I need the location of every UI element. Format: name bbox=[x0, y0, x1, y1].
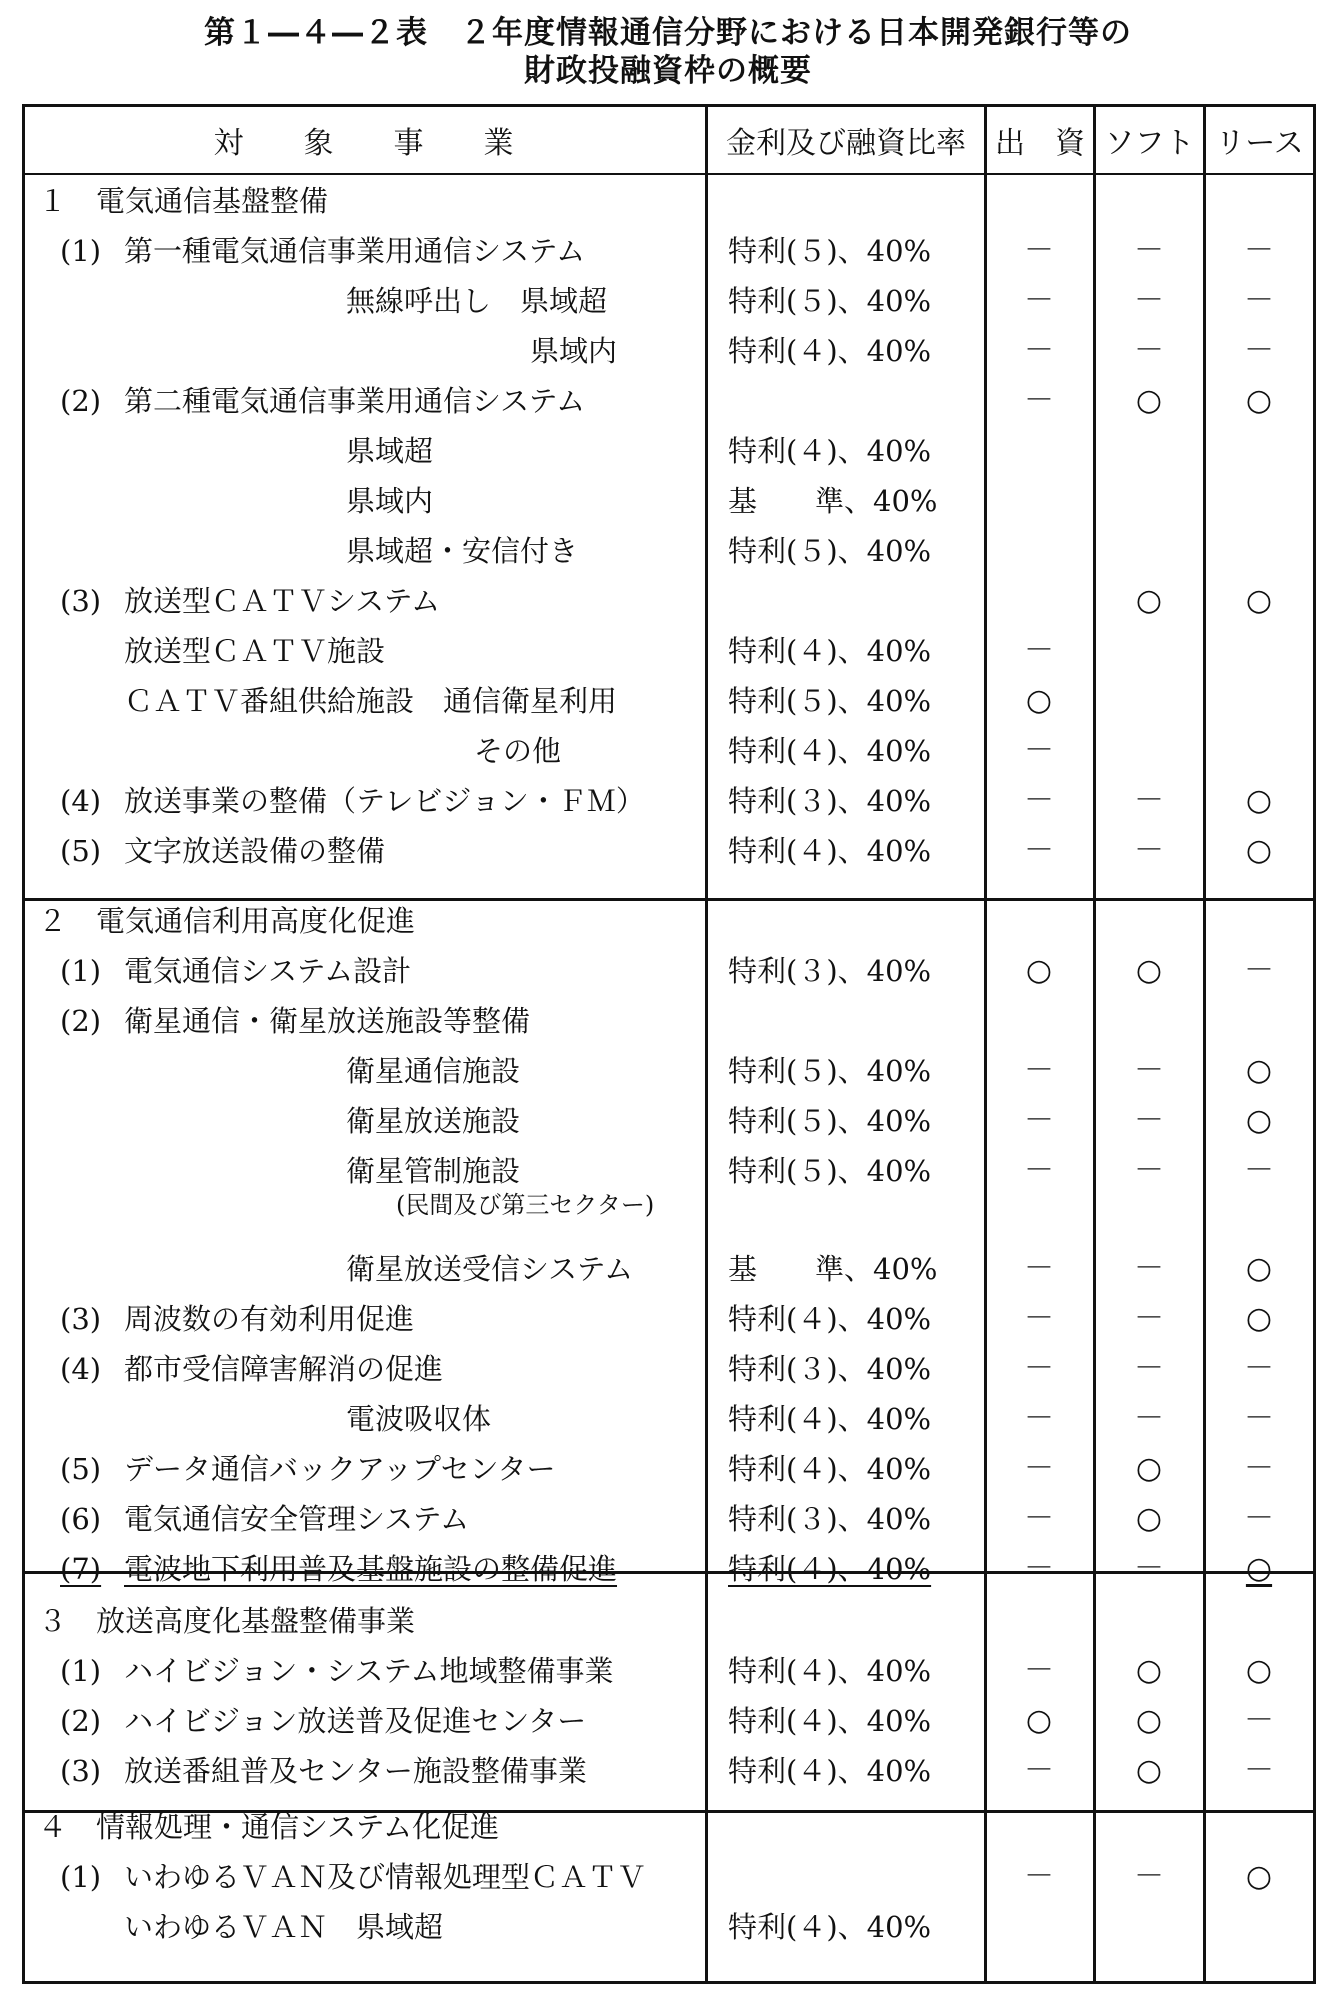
item-number: (1) bbox=[60, 1654, 102, 1688]
rate-value: 特利(５)、40% bbox=[728, 1104, 932, 1138]
rate-value: 特利(３)、40% bbox=[728, 1352, 932, 1386]
soft-mark: － bbox=[1134, 1053, 1164, 1088]
rate-value: 基 準、40% bbox=[728, 1252, 938, 1286]
soft-mark: － bbox=[1134, 1859, 1164, 1894]
soft-mark: － bbox=[1134, 1103, 1164, 1138]
header-lease: リース bbox=[1215, 126, 1304, 161]
item-number: (1) bbox=[60, 1860, 102, 1894]
item-label: ハイビジョン・システム地域整備事業 bbox=[124, 1654, 614, 1688]
section-heading: １ 電気通信基盤整備 bbox=[38, 184, 329, 218]
lease-mark: ○ bbox=[1245, 1551, 1273, 1586]
item-label: 放送型ＣＡＴＶ施設 bbox=[124, 634, 386, 668]
rate-value: 特利(５)、40% bbox=[728, 284, 932, 318]
item-label: 電気通信システム設計 bbox=[124, 954, 412, 988]
equity-mark: － bbox=[1024, 283, 1054, 318]
soft-mark: － bbox=[1134, 1153, 1164, 1188]
item-label: 文字放送設備の整備 bbox=[124, 834, 386, 868]
header-equity: 出 資 bbox=[995, 126, 1085, 161]
item-number: (3) bbox=[60, 1302, 102, 1336]
lease-mark: － bbox=[1244, 233, 1274, 268]
lease-mark: － bbox=[1244, 1501, 1274, 1536]
soft-mark: － bbox=[1134, 1251, 1164, 1286]
item-label: 県域内 bbox=[530, 334, 618, 368]
soft-mark: ○ bbox=[1135, 583, 1163, 618]
item-label: ＣＡＴＶ番組供給施設 通信衛星利用 bbox=[124, 684, 618, 718]
item-number: (5) bbox=[60, 1452, 102, 1486]
item-number: (3) bbox=[60, 584, 102, 618]
soft-mark: ○ bbox=[1135, 953, 1163, 988]
item-number: (4) bbox=[60, 1352, 102, 1386]
table-title-line-2: 財政投融資枠の概要 bbox=[524, 53, 812, 89]
item-label: 第一種電気通信事業用通信システム bbox=[124, 234, 586, 268]
item-number: (1) bbox=[60, 954, 102, 988]
equity-mark: － bbox=[1024, 1153, 1054, 1188]
lease-mark: ○ bbox=[1245, 1301, 1273, 1336]
item-label: 県域超 bbox=[346, 434, 434, 468]
section-heading: ４ 情報処理・通信システム化促進 bbox=[38, 1810, 500, 1844]
item-number: (3) bbox=[60, 1754, 102, 1788]
soft-mark: － bbox=[1134, 1401, 1164, 1436]
header-project: 対 象 事 業 bbox=[213, 126, 514, 161]
rate-value: 特利(４)、40% bbox=[728, 1452, 932, 1486]
lease-mark: ○ bbox=[1245, 833, 1273, 868]
lease-mark: － bbox=[1244, 1153, 1274, 1188]
soft-mark: ○ bbox=[1135, 1653, 1163, 1688]
lease-mark: ○ bbox=[1245, 1653, 1273, 1688]
equity-mark: － bbox=[1024, 733, 1054, 768]
soft-mark: － bbox=[1134, 833, 1164, 868]
soft-mark: － bbox=[1134, 783, 1164, 818]
item-label: 県域内 bbox=[346, 484, 434, 518]
item-number: (1) bbox=[60, 234, 102, 268]
soft-mark: － bbox=[1134, 1351, 1164, 1386]
item-label: その他 bbox=[474, 734, 562, 768]
item-label: 電波地下利用普及基盤施設の整備促進 bbox=[124, 1552, 618, 1586]
item-number: (2) bbox=[60, 384, 102, 418]
lease-mark: － bbox=[1244, 1753, 1274, 1788]
rate-value: 特利(３)、40% bbox=[728, 954, 932, 988]
equity-mark: ○ bbox=[1025, 953, 1053, 988]
soft-mark: ○ bbox=[1135, 1753, 1163, 1788]
item-label: 県域超・安信付き bbox=[346, 534, 579, 568]
rate-value: 基 準、40% bbox=[728, 484, 938, 518]
item-label: 衛星通信施設 bbox=[346, 1054, 521, 1088]
rate-value: 特利(４)、40% bbox=[728, 334, 932, 368]
equity-mark: － bbox=[1024, 383, 1054, 418]
soft-mark: ○ bbox=[1135, 1501, 1163, 1536]
equity-mark: ○ bbox=[1025, 1703, 1053, 1738]
equity-mark: － bbox=[1024, 1401, 1054, 1436]
lease-mark: － bbox=[1244, 283, 1274, 318]
lease-mark: － bbox=[1244, 1451, 1274, 1486]
rate-value: 特利(３)、40% bbox=[728, 1502, 932, 1536]
equity-mark: － bbox=[1024, 783, 1054, 818]
item-label: 放送型ＣＡＴＶシステム bbox=[124, 584, 441, 618]
lease-mark: ○ bbox=[1245, 383, 1273, 418]
equity-mark: － bbox=[1024, 1053, 1054, 1088]
rate-value: 特利(４)、40% bbox=[728, 1402, 932, 1436]
equity-mark: － bbox=[1024, 833, 1054, 868]
soft-mark: ○ bbox=[1135, 1703, 1163, 1738]
lease-mark: ○ bbox=[1245, 1859, 1273, 1894]
item-label: 衛星管制施設 bbox=[346, 1154, 521, 1188]
soft-mark: ○ bbox=[1135, 1451, 1163, 1486]
soft-mark: － bbox=[1134, 333, 1164, 368]
rate-value: 特利(４)、40% bbox=[728, 434, 932, 468]
lease-mark: － bbox=[1244, 1703, 1274, 1738]
equity-mark: － bbox=[1024, 1501, 1054, 1536]
section-heading: ３ 放送高度化基盤整備事業 bbox=[38, 1604, 416, 1638]
equity-mark: － bbox=[1024, 1301, 1054, 1336]
equity-mark: ○ bbox=[1025, 683, 1053, 718]
item-number: (7) bbox=[60, 1552, 102, 1586]
header-rate: 金利及び融資比率 bbox=[726, 126, 966, 161]
soft-mark: ○ bbox=[1135, 383, 1163, 418]
equity-mark: － bbox=[1024, 1653, 1054, 1688]
equity-mark: － bbox=[1024, 233, 1054, 268]
item-label: 放送番組普及センター施設整備事業 bbox=[124, 1754, 587, 1788]
equity-mark: － bbox=[1024, 1351, 1054, 1386]
rate-value: 特利(５)、40% bbox=[728, 234, 932, 268]
item-label: 無線呼出し 県域超 bbox=[346, 284, 608, 318]
table-title-line-1: 第１―４―２表 ２年度情報通信分野における日本開発銀行等の bbox=[204, 15, 1132, 51]
item-label: 衛星放送施設 bbox=[346, 1104, 521, 1138]
rate-value: 特利(４)、40% bbox=[728, 834, 932, 868]
item-number: (2) bbox=[60, 1704, 102, 1738]
equity-mark: － bbox=[1024, 333, 1054, 368]
item-number: (2) bbox=[60, 1004, 102, 1038]
section-heading: ２ 電気通信利用高度化促進 bbox=[38, 904, 416, 938]
item-label: 衛星通信・衛星放送施設等整備 bbox=[124, 1004, 531, 1038]
soft-mark: － bbox=[1134, 233, 1164, 268]
item-number: (5) bbox=[60, 834, 102, 868]
item-label: いわゆるＶＡＮ 県域超 bbox=[124, 1910, 444, 1944]
lease-mark: － bbox=[1244, 333, 1274, 368]
equity-mark: － bbox=[1024, 1103, 1054, 1138]
lease-mark: ○ bbox=[1245, 1251, 1273, 1286]
rate-value: 特利(４)、40% bbox=[728, 1754, 932, 1788]
equity-mark: － bbox=[1024, 1251, 1054, 1286]
lease-mark: ○ bbox=[1245, 783, 1273, 818]
soft-mark: － bbox=[1134, 1301, 1164, 1336]
item-number: (6) bbox=[60, 1502, 102, 1536]
equity-mark: － bbox=[1024, 1451, 1054, 1486]
item-label: 衛星放送受信システム bbox=[346, 1252, 634, 1286]
header-soft: ソフト bbox=[1104, 126, 1195, 161]
item-label: 第二種電気通信事業用通信システム bbox=[124, 384, 586, 418]
rate-value: 特利(３)、40% bbox=[728, 784, 932, 818]
item-label: 都市受信障害解消の促進 bbox=[124, 1352, 444, 1386]
rate-value: 特利(４)、40% bbox=[728, 1552, 932, 1586]
rate-value: 特利(５)、40% bbox=[728, 534, 932, 568]
equity-mark: － bbox=[1024, 1753, 1054, 1788]
lease-mark: ○ bbox=[1245, 1103, 1273, 1138]
item-number: (4) bbox=[60, 784, 102, 818]
rate-value: 特利(５)、40% bbox=[728, 1054, 932, 1088]
rate-value: 特利(４)、40% bbox=[728, 634, 932, 668]
rate-value: 特利(５)、40% bbox=[728, 1154, 932, 1188]
rate-value: 特利(５)、40% bbox=[728, 684, 932, 718]
item-label: 周波数の有効利用促進 bbox=[124, 1302, 415, 1336]
equity-mark: － bbox=[1024, 1859, 1054, 1894]
lease-mark: － bbox=[1244, 953, 1274, 988]
soft-mark: － bbox=[1134, 1551, 1164, 1586]
item-label: 放送事業の整備（テレビジョン・ＦＭ） bbox=[124, 784, 645, 818]
rate-value: 特利(４)、40% bbox=[728, 1704, 932, 1738]
lease-mark: ○ bbox=[1245, 1053, 1273, 1088]
item-note: (民間及び第三セクター) bbox=[396, 1191, 655, 1219]
item-label: 電波吸収体 bbox=[346, 1402, 492, 1436]
item-label: いわゆるＶＡＮ及び情報処理型ＣＡＴＶ bbox=[124, 1860, 647, 1894]
equity-mark: － bbox=[1024, 1551, 1054, 1586]
soft-mark: － bbox=[1134, 283, 1164, 318]
item-label: ハイビジョン放送普及促進センター bbox=[124, 1704, 587, 1738]
lease-mark: － bbox=[1244, 1351, 1274, 1386]
rate-value: 特利(４)、40% bbox=[728, 1654, 932, 1688]
equity-mark: － bbox=[1024, 633, 1054, 668]
lease-mark: － bbox=[1244, 1401, 1274, 1436]
item-label: データ通信バックアップセンター bbox=[124, 1452, 556, 1486]
rate-value: 特利(４)、40% bbox=[728, 1910, 932, 1944]
item-label: 電気通信安全管理システム bbox=[124, 1502, 470, 1536]
rate-value: 特利(４)、40% bbox=[728, 1302, 932, 1336]
lease-mark: ○ bbox=[1245, 583, 1273, 618]
rate-value: 特利(４)、40% bbox=[728, 734, 932, 768]
